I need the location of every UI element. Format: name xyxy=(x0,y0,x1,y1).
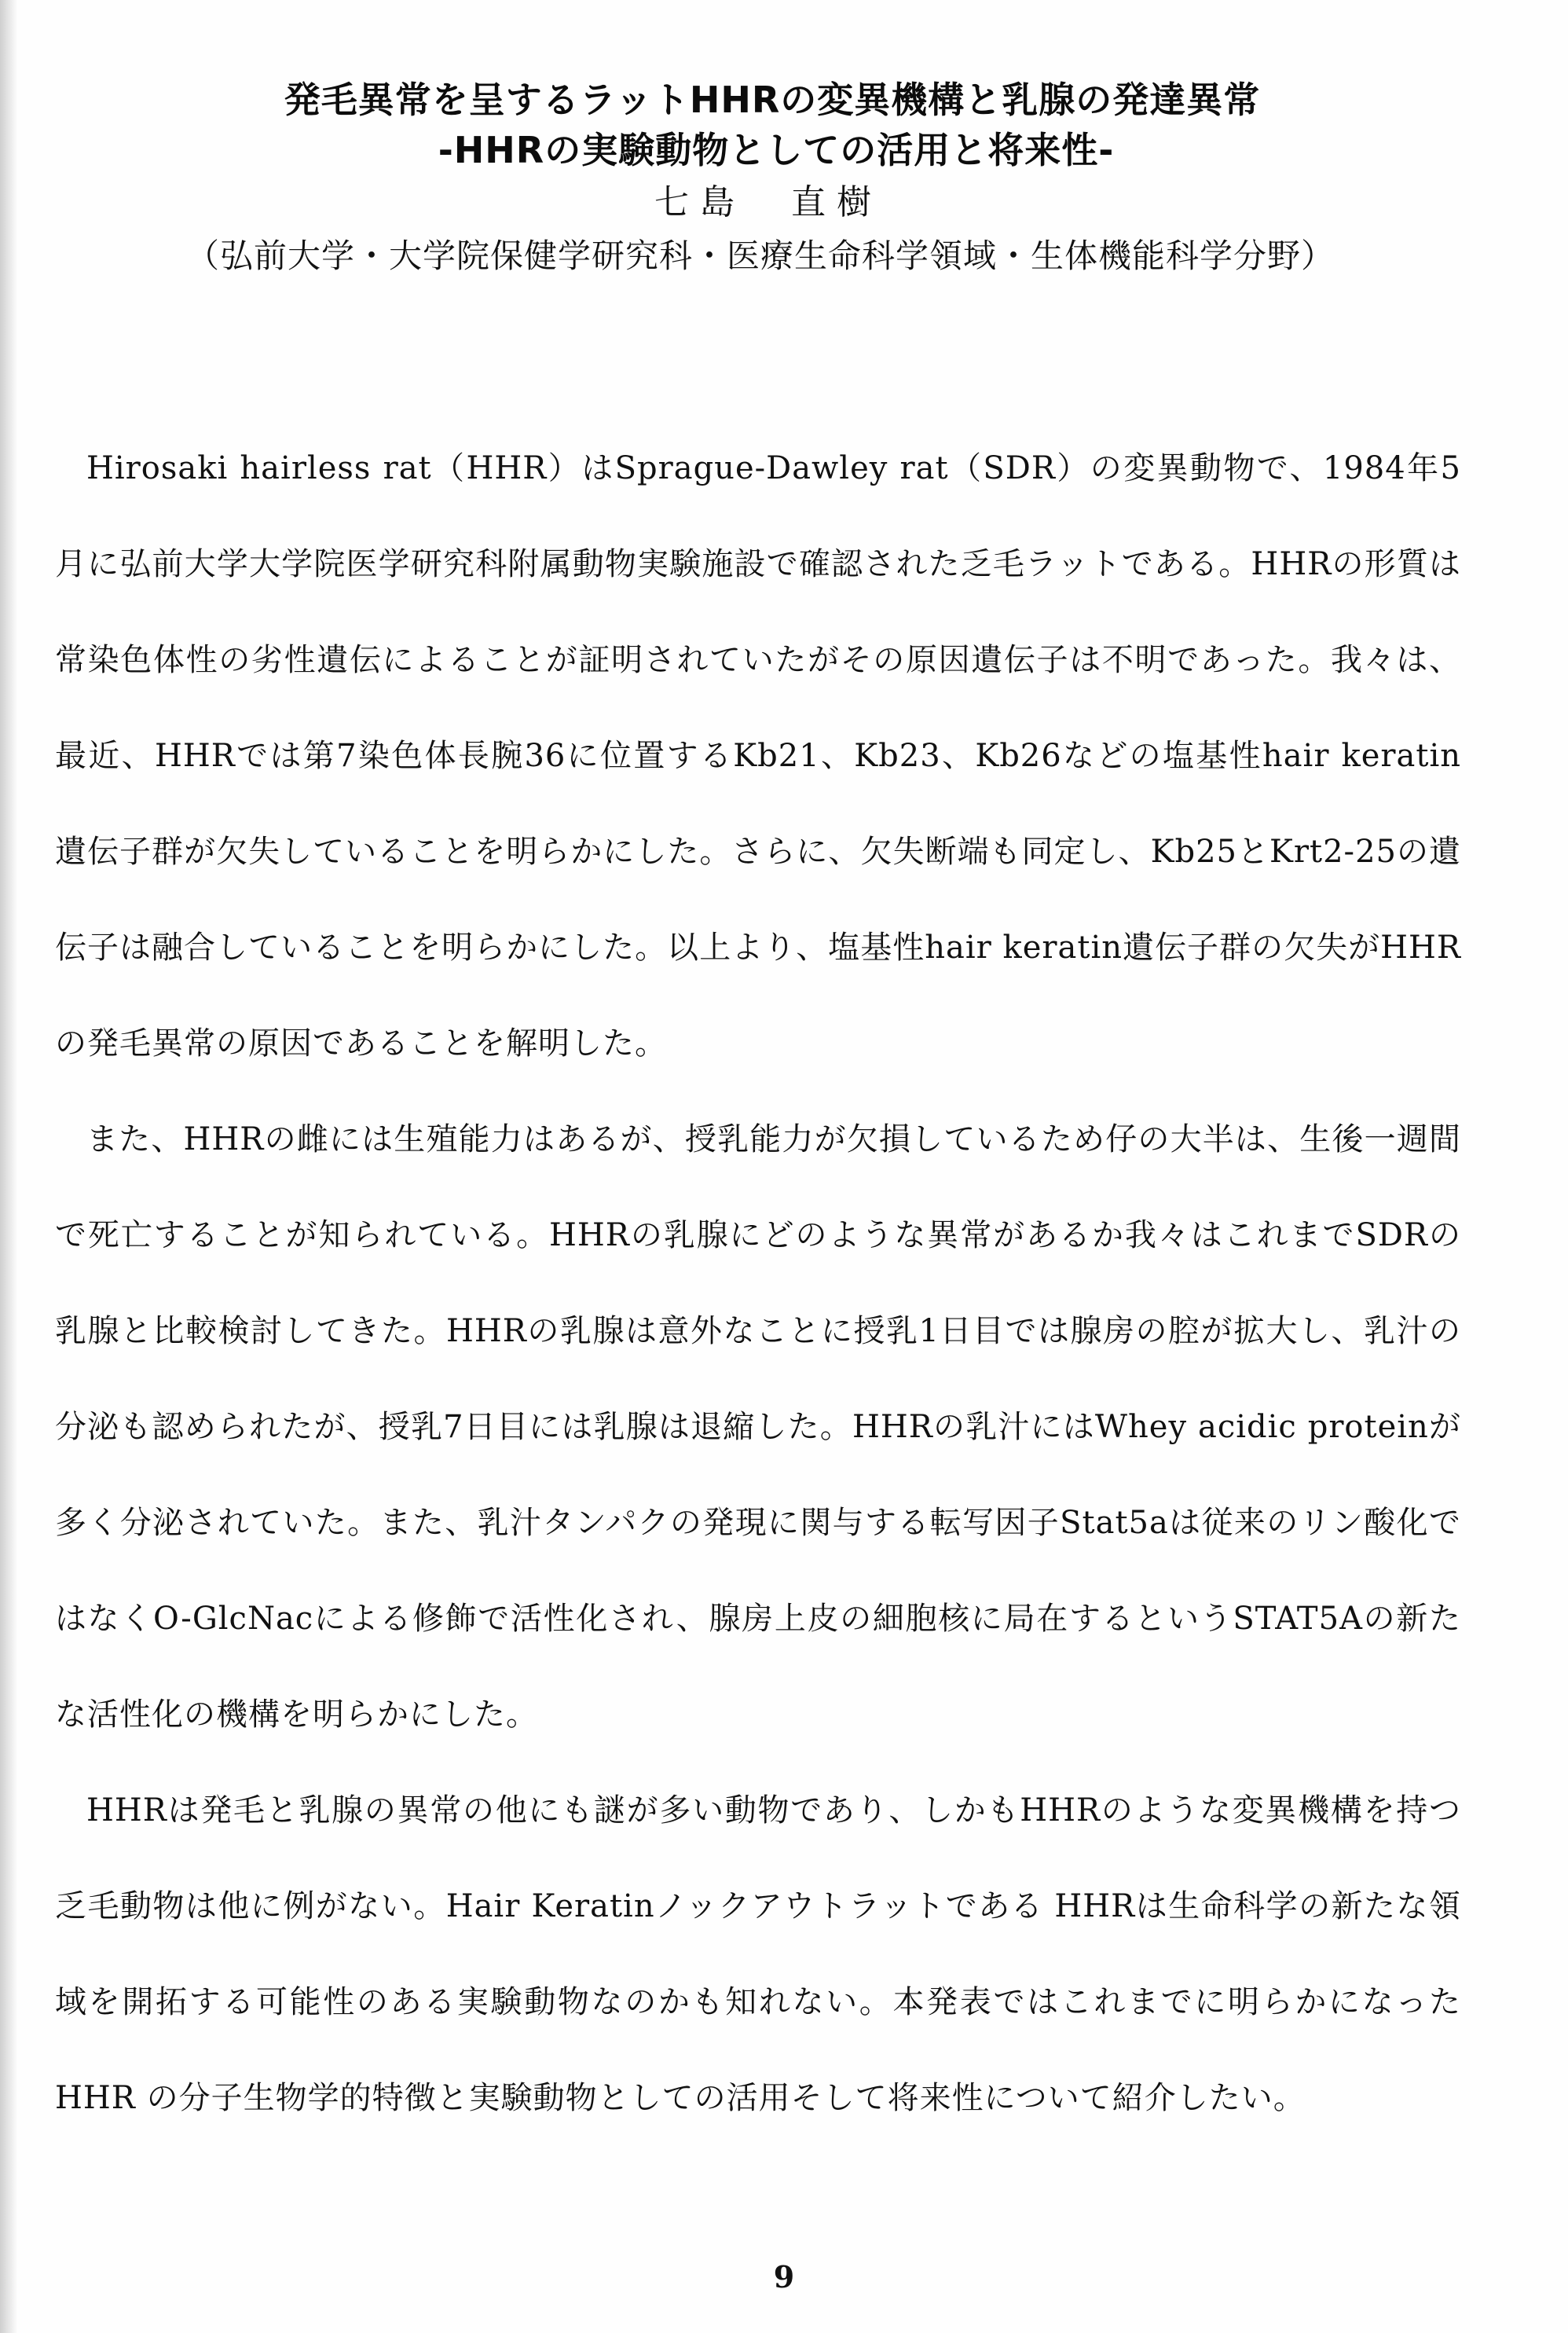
abstract-body xyxy=(55,420,1461,2146)
abstract-paragraph-3: HHRは発毛と乳腺の異常の他にも謎が多い動物であり、しかもHHRのような変異機構を持つ乏毛動物は他に例がない。Hair Keratinノックアウトラットである HHRは生命科学の新たな領域を開拓する可能性のある実験動物なのかも知れない。本発表ではこれまでに明らかになった HHR の分子生物学的特徴と実験動物としての活用そして将来性について紹介したい。 xyxy=(55,1792,1461,2116)
author-name: 七島 直樹 xyxy=(654,182,882,222)
abstract-paragraph-1: Hirosaki hairless rat（HHR）はSprague-Dawley rat（SDR）の変異動物で、1984年5月に弘前大学大学院医学研究科附属動物実験施設で確認された乏毛ラットである。HHRの形質は常染色体性の劣性遺伝によることが証明されていたがその原因遺伝子は不明であった。我々は、最近、HHRでは第7染色体長腕36に位置するKb21、Kb23、Kb26などの塩基性hair keratin遺伝子群が欠失していることを明らかにした。さらに、欠失断端も同定し、Kb25とKrt2-25の遺伝子は融合していることを明らかにした。以上より、塩基性hair keratin遺伝子群の欠失がHHRの発毛異常の原因であることを解明した。 xyxy=(55,450,1461,1062)
document-title-line-2: -HHRの実験動物としての活用と将来性- xyxy=(438,129,1115,171)
document-header xyxy=(0,75,1568,281)
author-affiliation: （弘前大学・大学院保健学研究科・医療生命科学領域・生体機能科学分野） xyxy=(185,237,1335,275)
abstract-paragraph-2: また、HHRの雌には生殖能力はあるが、授乳能力が欠損しているため仔の大半は、生後一週間で死亡することが知られている。HHRの乳腺にどのような異常があるか我々はこれまでSDRの乳腺と比較検討してきた。HHRの乳腺は意外なことに授乳1日目では腺房の腔が拡大し、乳汁の分泌も認められたが、授乳7日目には乳腺は退縮した。HHRの乳汁にはWhey acidic proteinが多く分泌されていた。また、乳汁タンパクの発現に関与する転写因子Stat5aは従来のリン酸化ではなくO-GlcNacによる修飾で活性化され、腺房上皮の細胞核に局在するというSTAT5Aの新たな活性化の機構を明らかにした。 xyxy=(55,1121,1461,1733)
page-gutter-shadow xyxy=(0,0,17,2333)
page-number: 9 xyxy=(773,2259,795,2294)
document-title-line-1: 発毛異常を呈するラットHHRの変異機構と乳腺の発達異常 xyxy=(284,79,1261,121)
